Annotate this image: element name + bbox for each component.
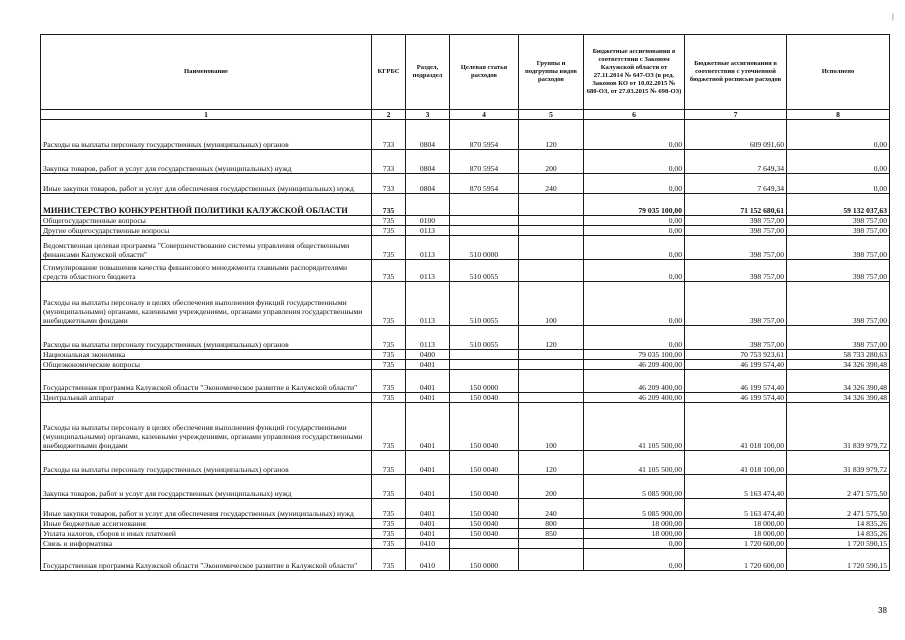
table-row [41,150,890,174]
row-executed: 398 757,00 [787,236,890,260]
row-refined: 398 757,00 [685,282,787,326]
row-law: 46 209 400,00 [584,360,685,370]
table-row [41,403,890,451]
row-group [519,360,584,370]
column-number: 8 [787,110,890,120]
row-group: 200 [519,150,584,174]
row-name: Государственная программа Калужской области "Экономическое развитие в Калужской области" [41,370,372,393]
row-kgrbs: 735 [372,539,406,549]
table-row [41,282,890,326]
row-refined: 5 163 474,40 [685,475,787,499]
table-row [41,174,890,194]
row-law: 79 035 100,00 [584,194,685,216]
row-law: 0,00 [584,150,685,174]
row-executed: 398 757,00 [787,326,890,350]
row-kgrbs: 735 [372,194,406,216]
table-row [41,475,890,499]
row-target: 150 0040 [450,403,519,451]
row-name: Общеэкономические вопросы [41,360,372,370]
header-executed: Исполнено [787,35,890,110]
row-refined: 1 720 600,00 [685,539,787,549]
row-target: 150 0040 [450,451,519,475]
page-number: 38 [878,606,887,615]
column-number: 6 [584,110,685,120]
row-name: Расходы на выплаты персоналу в целях обеспечения выполнения функций государственными (муниципальными) органами, казенными учреждениями, органами управления государственными внебюджетными фондами [41,282,372,326]
row-law: 0,00 [584,282,685,326]
row-target: 510 0055 [450,282,519,326]
table-row [41,393,890,403]
row-kgrbs: 735 [372,360,406,370]
row-section: 0113 [406,236,450,260]
row-group [519,260,584,282]
row-section: 0401 [406,529,450,539]
row-group [519,236,584,260]
row-executed: 14 835,26 [787,529,890,539]
row-target: 150 0040 [450,529,519,539]
row-law: 79 035 100,00 [584,350,685,360]
row-refined: 609 091,60 [685,120,787,150]
row-section: 0804 [406,174,450,194]
row-refined: 46 199 574,40 [685,393,787,403]
table-row [41,260,890,282]
row-group [519,370,584,393]
row-section: 0113 [406,326,450,350]
column-number: 4 [450,110,519,120]
row-law: 41 105 500,00 [584,451,685,475]
row-group [519,226,584,236]
row-name: Национальная экономика [41,350,372,360]
row-group: 120 [519,451,584,475]
row-target: 150 0040 [450,499,519,519]
row-group [519,216,584,226]
row-section: 0113 [406,282,450,326]
row-refined: 398 757,00 [685,326,787,350]
column-number: 1 [41,110,372,120]
row-executed: 34 326 390,48 [787,370,890,393]
header-section: Раздел, подраздел [406,35,450,110]
corner-mark: | [892,14,894,21]
table-row [41,360,890,370]
row-name: Ведомственная целевая программа "Совершенствование системы управления общественными финансами Калужской области" [41,236,372,260]
table-row [41,120,890,150]
row-kgrbs: 735 [372,519,406,529]
row-target [450,539,519,549]
column-number: 7 [685,110,787,120]
row-name: Государственная программа Калужской области "Экономическое развитие в Калужской области" [41,549,372,571]
row-target: 150 0040 [450,519,519,529]
row-name: Закупка товаров, работ и услуг для государственных (муниципальных) нужд [41,475,372,499]
row-section: 0401 [406,475,450,499]
table-row [41,236,890,260]
row-group: 100 [519,282,584,326]
row-executed: 0,00 [787,120,890,150]
row-section [406,194,450,216]
row-target: 150 0000 [450,370,519,393]
row-kgrbs: 733 [372,120,406,150]
row-refined: 398 757,00 [685,236,787,260]
row-executed: 398 757,00 [787,216,890,226]
column-number-row [41,110,890,120]
row-executed: 398 757,00 [787,226,890,236]
row-refined: 5 163 474,40 [685,499,787,519]
row-group [519,194,584,216]
table-header-row [41,35,890,110]
row-target: 150 0000 [450,549,519,571]
table-row [41,216,890,226]
row-law: 0,00 [584,260,685,282]
row-refined: 46 199 574,40 [685,360,787,370]
header-group: Группы и подгруппы видов расходов [519,35,584,110]
row-executed: 398 757,00 [787,282,890,326]
row-kgrbs: 735 [372,236,406,260]
row-executed: 2 471 575,50 [787,475,890,499]
row-refined: 70 753 923,61 [685,350,787,360]
row-law: 18 000,00 [584,529,685,539]
row-group: 800 [519,519,584,529]
row-kgrbs: 735 [372,393,406,403]
row-name: Расходы на выплаты персоналу государственных (муниципальных) органов [41,326,372,350]
row-refined: 41 018 100,00 [685,403,787,451]
row-section: 0100 [406,216,450,226]
row-law: 5 085 900,00 [584,499,685,519]
row-executed: 34 326 390,48 [787,360,890,370]
row-section: 0113 [406,260,450,282]
row-executed: 14 835,26 [787,519,890,529]
table-row [41,194,890,216]
row-law: 0,00 [584,174,685,194]
row-refined: 398 757,00 [685,216,787,226]
row-name: Расходы на выплаты персоналу государственных (муниципальных) органов [41,120,372,150]
row-target [450,350,519,360]
row-group: 120 [519,120,584,150]
row-kgrbs: 735 [372,499,406,519]
row-target [450,226,519,236]
row-law: 46 209 400,00 [584,370,685,393]
row-name: Уплата налогов, сборов и иных платежей [41,529,372,539]
row-refined: 71 152 680,61 [685,194,787,216]
row-refined: 398 757,00 [685,226,787,236]
row-name: Иные закупки товаров, работ и услуг для обеспечения государственных (муниципальных) нужд [41,174,372,194]
row-executed: 1 720 590,15 [787,549,890,571]
header-name: Наименование [41,35,372,110]
row-section: 0401 [406,451,450,475]
row-group: 240 [519,499,584,519]
row-target [450,360,519,370]
row-name: Центральный аппарат [41,393,372,403]
row-refined: 7 649,34 [685,150,787,174]
row-group: 120 [519,326,584,350]
row-target [450,216,519,226]
row-section: 0410 [406,549,450,571]
row-executed: 0,00 [787,174,890,194]
row-target: 150 0040 [450,475,519,499]
row-executed: 2 471 575,50 [787,499,890,519]
row-target: 510 0055 [450,326,519,350]
row-executed: 31 839 979,72 [787,451,890,475]
row-kgrbs: 735 [372,226,406,236]
row-name: Другие общегосударственные вопросы [41,226,372,236]
row-law: 18 000,00 [584,519,685,529]
row-law: 0,00 [584,216,685,226]
row-law: 0,00 [584,226,685,236]
row-target: 870 5954 [450,174,519,194]
row-executed: 31 839 979,72 [787,403,890,451]
table-row [41,529,890,539]
row-law: 41 105 500,00 [584,403,685,451]
row-refined: 1 720 600,00 [685,549,787,571]
row-kgrbs: 735 [372,260,406,282]
row-refined: 18 000,00 [685,519,787,529]
row-kgrbs: 735 [372,451,406,475]
row-section: 0401 [406,393,450,403]
row-section: 0401 [406,370,450,393]
row-name: Расходы на выплаты персоналу государственных (муниципальных) органов [41,451,372,475]
row-executed: 0,00 [787,150,890,174]
table-row [41,549,890,571]
row-law: 0,00 [584,326,685,350]
row-section: 0410 [406,539,450,549]
row-name: Общегосударственные вопросы [41,216,372,226]
row-group: 240 [519,174,584,194]
row-target: 870 5954 [450,150,519,174]
row-kgrbs: 733 [372,150,406,174]
row-name: Иные закупки товаров, работ и услуг для обеспечения государственных (муниципальных) нужд [41,499,372,519]
row-refined: 41 018 100,00 [685,451,787,475]
row-kgrbs: 735 [372,403,406,451]
row-law: 5 085 900,00 [584,475,685,499]
table-row [41,499,890,519]
row-section: 0401 [406,403,450,451]
row-kgrbs: 735 [372,216,406,226]
budget-execution-table [40,34,890,571]
row-section: 0804 [406,120,450,150]
row-executed: 58 733 280,63 [787,350,890,360]
row-kgrbs: 735 [372,549,406,571]
table-row [41,539,890,549]
row-name: Иные бюджетные ассигнования [41,519,372,529]
row-name: Закупка товаров, работ и услуг для государственных (муниципальных) нужд [41,150,372,174]
table-row [41,370,890,393]
row-section: 0401 [406,499,450,519]
row-law: 0,00 [584,236,685,260]
row-section: 0401 [406,519,450,529]
row-group [519,539,584,549]
row-executed: 34 326 390,48 [787,393,890,403]
row-group [519,393,584,403]
row-kgrbs: 733 [372,174,406,194]
row-group: 850 [519,529,584,539]
row-section: 0401 [406,360,450,370]
header-target: Целевая статья расходов [450,35,519,110]
header-refined: Бюджетные ассигнования в соответствии с уточненной бюджетной росписью расходов [685,35,787,110]
row-name: Расходы на выплаты персоналу в целях обеспечения выполнения функций государственными (муниципальными) органами, казенными учреждениями, органами управления государственными внебюджетными фондами [41,403,372,451]
row-target: 870 5954 [450,120,519,150]
row-kgrbs: 735 [372,370,406,393]
row-group: 100 [519,403,584,451]
row-law: 0,00 [584,120,685,150]
row-group [519,549,584,571]
table-row [41,519,890,529]
row-law: 46 209 400,00 [584,393,685,403]
row-law: 0,00 [584,549,685,571]
row-group [519,350,584,360]
row-name: Связь и информатика [41,539,372,549]
row-section: 0400 [406,350,450,360]
header-law: Бюджетные ассигнования в соответствии с Законом Калужской области от 27.11.2014 № 647-ОЗ (в ред. Законов КО от 10.02.2015 № 680-ОЗ, от 27.03.2015 № 698-ОЗ) [584,35,685,110]
row-executed: 59 132 037,63 [787,194,890,216]
row-target: 510 0055 [450,260,519,282]
row-kgrbs: 735 [372,529,406,539]
table-row [41,226,890,236]
row-target: 510 0000 [450,236,519,260]
row-kgrbs: 735 [372,326,406,350]
row-refined: 398 757,00 [685,260,787,282]
table-row [41,326,890,350]
row-executed: 1 720 590,15 [787,539,890,549]
row-kgrbs: 735 [372,350,406,360]
row-refined: 18 000,00 [685,529,787,539]
row-name: Стимулирование повышения качества финансового менеджмента главными распорядителями средств областного бюджета [41,260,372,282]
row-section: 0804 [406,150,450,174]
row-target [450,194,519,216]
header-kgrbs: КГРБС [372,35,406,110]
row-refined: 46 199 574,40 [685,370,787,393]
row-kgrbs: 735 [372,282,406,326]
row-section: 0113 [406,226,450,236]
column-number: 5 [519,110,584,120]
row-kgrbs: 735 [372,475,406,499]
row-name: МИНИСТЕРСТВО КОНКУРЕНТНОЙ ПОЛИТИКИ КАЛУЖСКОЙ ОБЛАСТИ [41,194,372,216]
row-target: 150 0040 [450,393,519,403]
column-number: 3 [406,110,450,120]
row-group: 200 [519,475,584,499]
column-number: 2 [372,110,406,120]
row-law: 0,00 [584,539,685,549]
table-row [41,451,890,475]
row-refined: 7 649,34 [685,174,787,194]
row-executed: 398 757,00 [787,260,890,282]
table-row [41,350,890,360]
